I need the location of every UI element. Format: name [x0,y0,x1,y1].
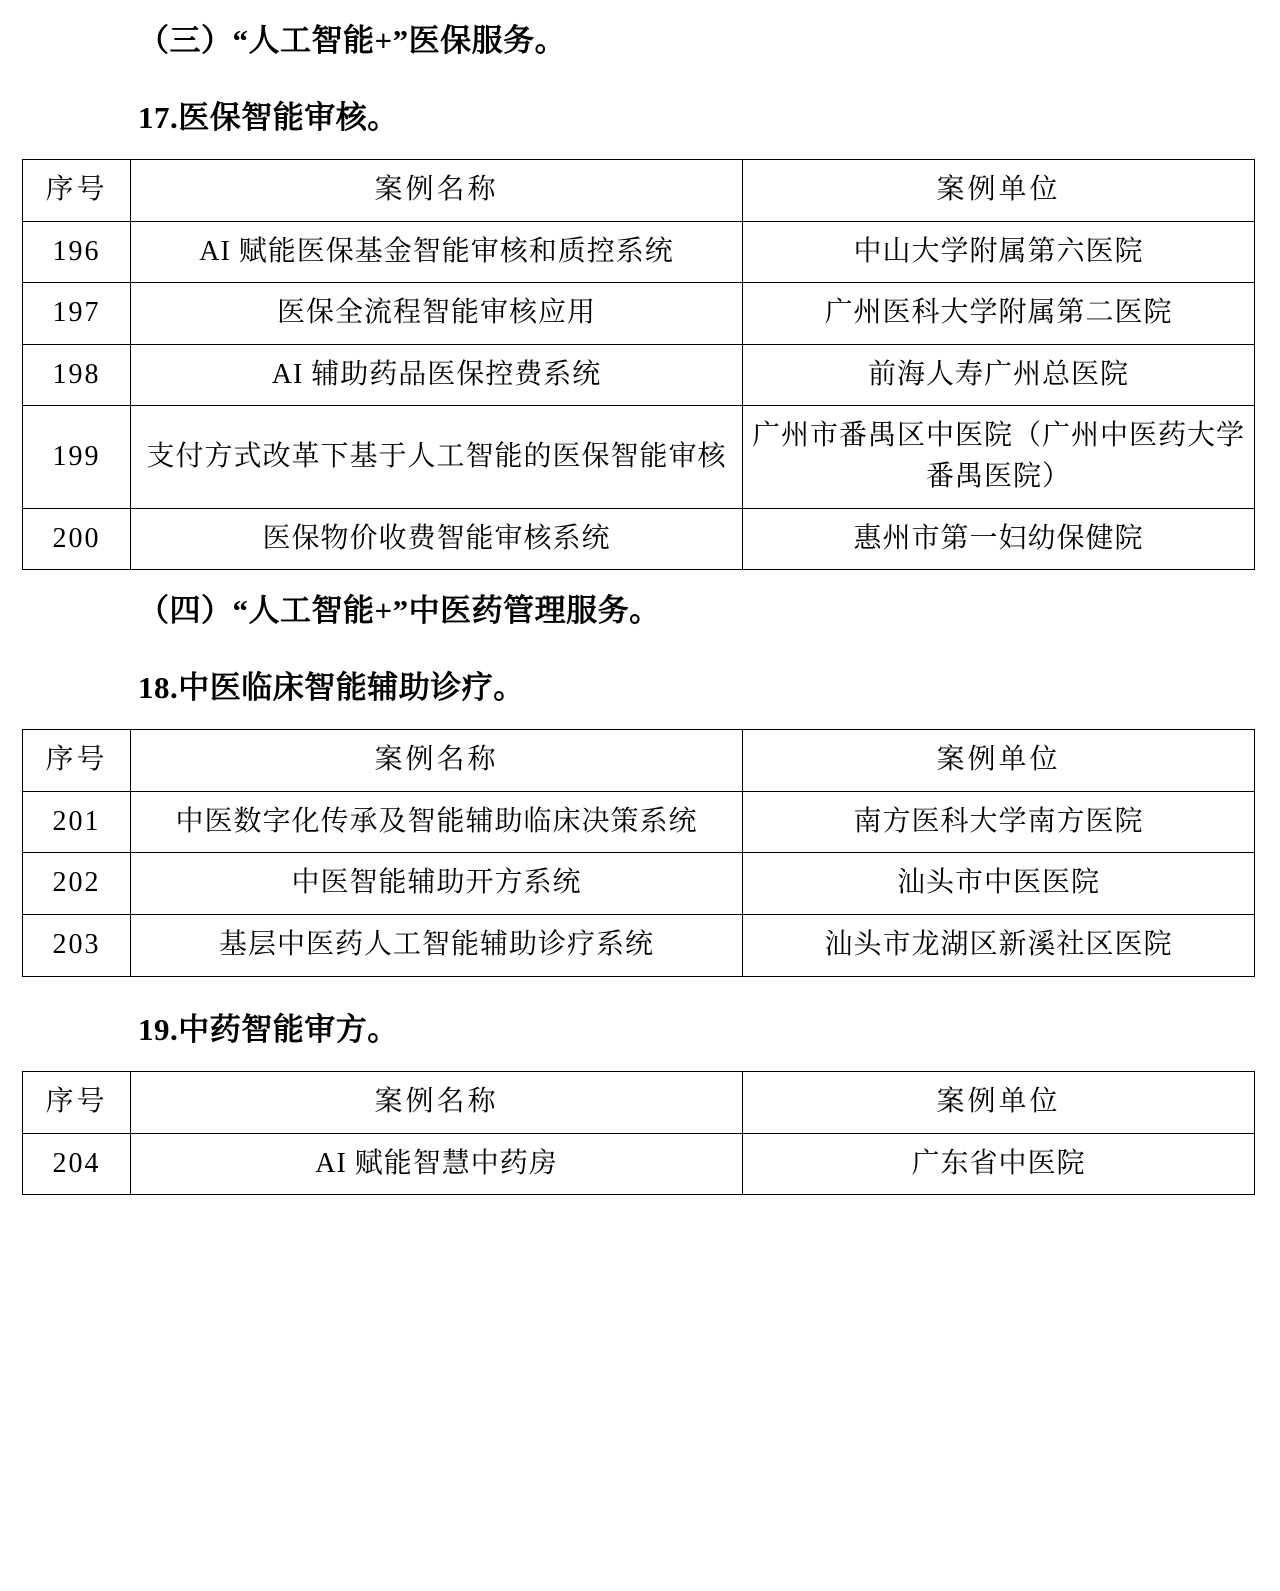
cell-no: 204 [23,1133,131,1195]
section-num-heading: 17.医保智能审核。 [138,99,399,135]
cell-unit: 惠州市第一妇幼保健院 [743,508,1255,570]
cell-no: 196 [23,221,131,283]
column-header-unit: 案例单位 [743,730,1255,792]
table-header-row [23,1072,1255,1134]
cell-name: 中医数字化传承及智能辅助临床决策系统 [131,791,743,853]
cases-table [22,729,1255,976]
column-header-name: 案例名称 [131,1072,743,1134]
table-row [23,406,1255,508]
cell-name: 中医智能辅助开方系统 [131,853,743,915]
cell-unit: 汕头市龙湖区新溪社区医院 [743,914,1255,976]
cell-no: 203 [23,914,131,976]
table-row [23,914,1255,976]
column-header-unit: 案例单位 [743,160,1255,222]
table-row [23,1133,1255,1195]
section-tcm-management [0,588,1280,976]
table-row [23,283,1255,345]
cell-name: AI 赋能智慧中药房 [131,1133,743,1195]
cell-name: 基层中医药人工智能辅助诊疗系统 [131,914,743,976]
table-header-row [23,730,1255,792]
table-row [23,853,1255,915]
section-num-heading: 19.中药智能审方。 [138,1011,399,1047]
cell-no: 202 [23,853,131,915]
cell-no: 198 [23,344,131,406]
column-header-no: 序号 [23,1072,131,1134]
cell-no: 201 [23,791,131,853]
section-num-heading: 18.中医临床智能辅助诊疗。 [138,669,525,705]
cell-name: AI 辅助药品医保控费系统 [131,344,743,406]
column-header-no: 序号 [23,160,131,222]
cell-unit: 中山大学附属第六医院 [743,221,1255,283]
section-medical-insurance [0,18,1280,570]
section-sub-heading: （四）“人工智能+”中医药管理服务。 [138,593,661,629]
column-header-unit: 案例单位 [743,1072,1255,1134]
cases-table [22,159,1255,570]
table-header-row [23,160,1255,222]
cell-no: 200 [23,508,131,570]
table-row [23,508,1255,570]
cell-unit: 汕头市中医医院 [743,853,1255,915]
cell-name: 支付方式改革下基于人工智能的医保智能审核 [131,406,743,508]
cell-unit: 前海人寿广州总医院 [743,344,1255,406]
cell-name: 医保物价收费智能审核系统 [131,508,743,570]
cell-name: 医保全流程智能审核应用 [131,283,743,345]
section-tcm-prescription-review [0,1007,1280,1196]
cell-no: 199 [23,406,131,508]
cell-unit: 广州医科大学附属第二医院 [743,283,1255,345]
table-row [23,221,1255,283]
document-page [0,18,1280,1195]
column-header-name: 案例名称 [131,160,743,222]
cell-name: AI 赋能医保基金智能审核和质控系统 [131,221,743,283]
cases-table [22,1071,1255,1195]
section-sub-heading: （三）“人工智能+”医保服务。 [138,23,567,58]
cell-unit: 广州市番禺区中医院（广州中医药大学番禺医院） [743,406,1255,508]
column-header-no: 序号 [23,730,131,792]
cell-unit: 广东省中医院 [743,1133,1255,1195]
cell-no: 197 [23,283,131,345]
table-row [23,344,1255,406]
cell-unit: 南方医科大学南方医院 [743,791,1255,853]
column-header-name: 案例名称 [131,730,743,792]
table-row [23,791,1255,853]
